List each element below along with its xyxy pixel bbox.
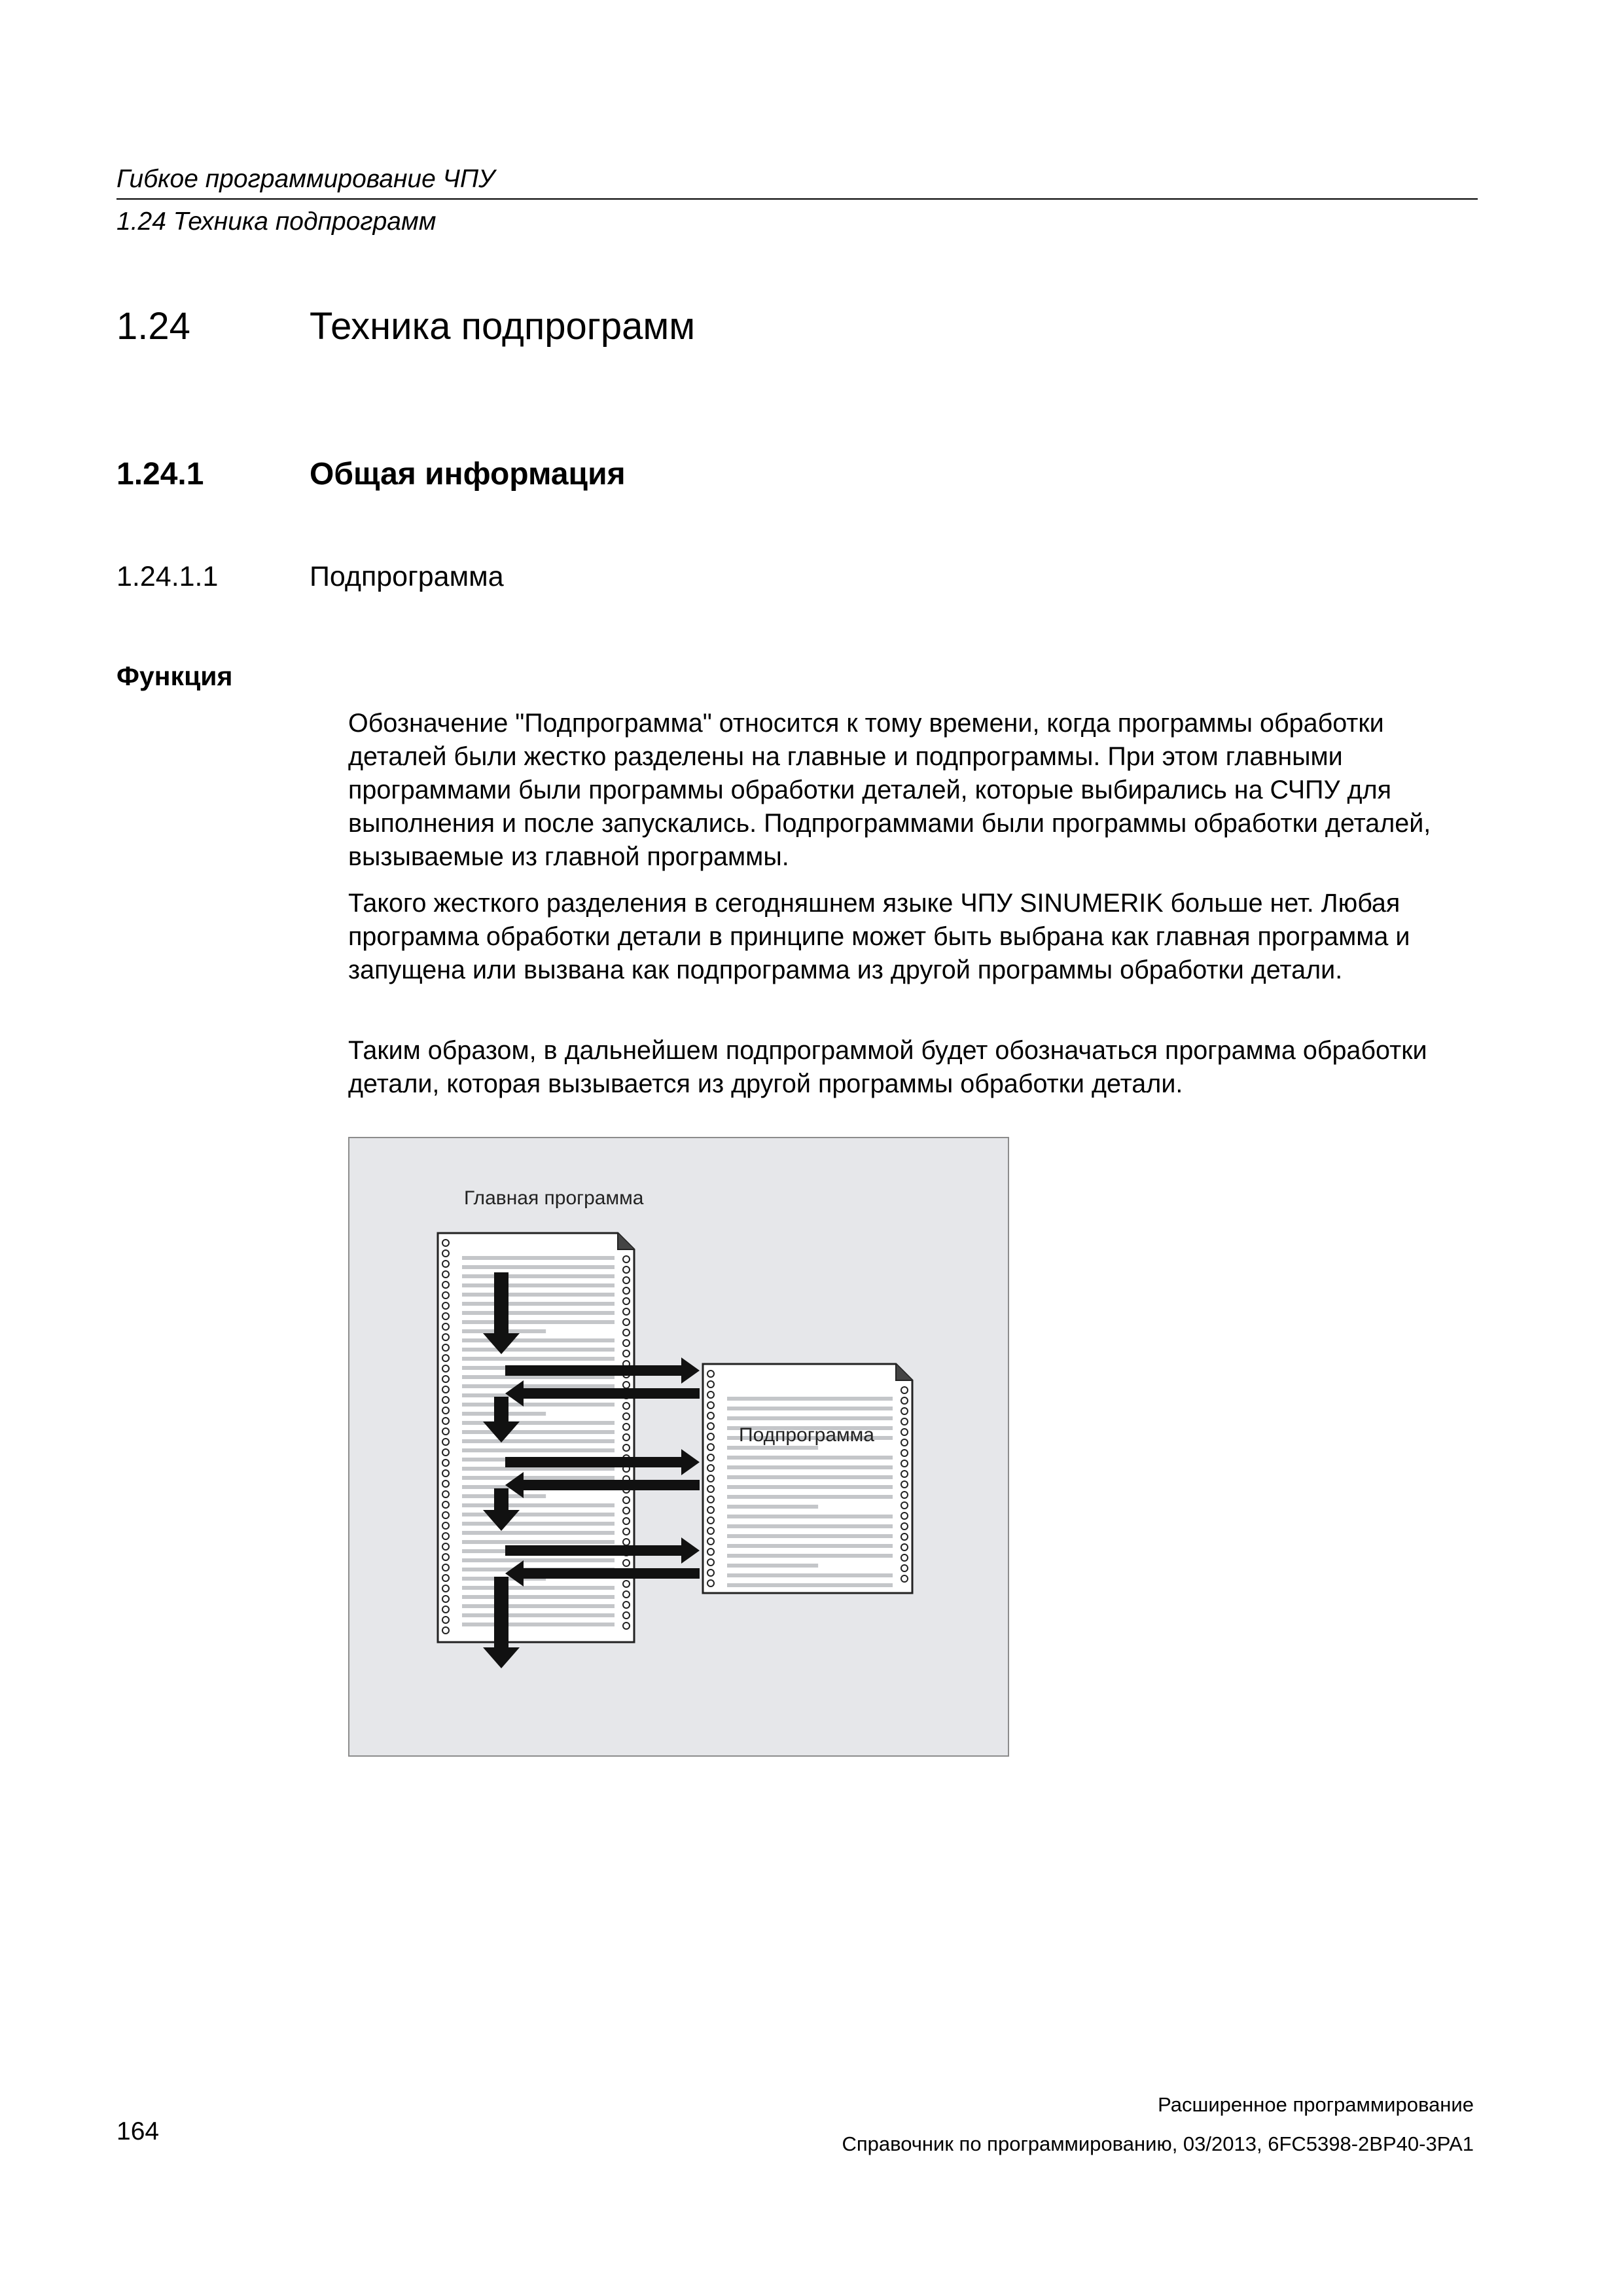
paragraph-text: Таким образом, в дальнейшем подпрограммой будет обозначаться программа обработки детали, которая вызывается из другой программы обработки детали.	[348, 1036, 1427, 1098]
diagram-graphic	[349, 1138, 1010, 1758]
section-title: Техника подпрограмм	[310, 305, 696, 348]
footer-book-title: Расширенное программирование	[1158, 2093, 1474, 2116]
footer-reference: Справочник по программированию, 03/2013, 6FC5398-2BP40-3PA1	[842, 2132, 1474, 2155]
page-number: 164	[116, 2117, 160, 2145]
body-paragraph-1	[348, 707, 1487, 874]
subsection-number: 1.24.1	[116, 457, 204, 492]
section-number: 1.24	[116, 305, 190, 348]
paragraph-text: Обозначение "Подпрограмма" относится к тому времени, когда программы обработки деталей были жестко разделены на главные и подпрограммы. При этом главными программами были программы обработки деталей, которые выбирались на СЧПУ для выполнения и после запускались. Подпрограммами были программы обработки деталей, вызываемые из главной программы.	[348, 709, 1431, 871]
subsubsection-title: Подпрограмма	[310, 561, 504, 592]
subprogram-diagram	[348, 1137, 1009, 1757]
running-header-section: 1.24 Техника подпрограмм	[116, 207, 437, 236]
body-paragraph-3	[348, 1034, 1487, 1101]
subprogram-label: Подпрограмма	[739, 1424, 874, 1446]
main-program-label: Главная программа	[464, 1187, 644, 1209]
paragraph-text: Такого жесткого разделения в сегодняшнем языке ЧПУ SINUMERIK больше нет. Любая программа обработки детали в принципе может быть выбрана как главная программа и запущена или вызвана как подпрограмма из другой программы обработки детали.	[348, 889, 1410, 984]
main-program-sheet	[438, 1233, 634, 1642]
subprogram-sheet	[703, 1364, 912, 1593]
body-paragraph-2	[348, 887, 1487, 987]
function-heading: Функция	[116, 661, 233, 691]
running-header-title: Гибкое программирование ЧПУ	[116, 165, 495, 193]
header-rule	[116, 198, 1478, 200]
subsubsection-number: 1.24.1.1	[116, 561, 219, 592]
subsection-title: Общая информация	[310, 457, 626, 492]
